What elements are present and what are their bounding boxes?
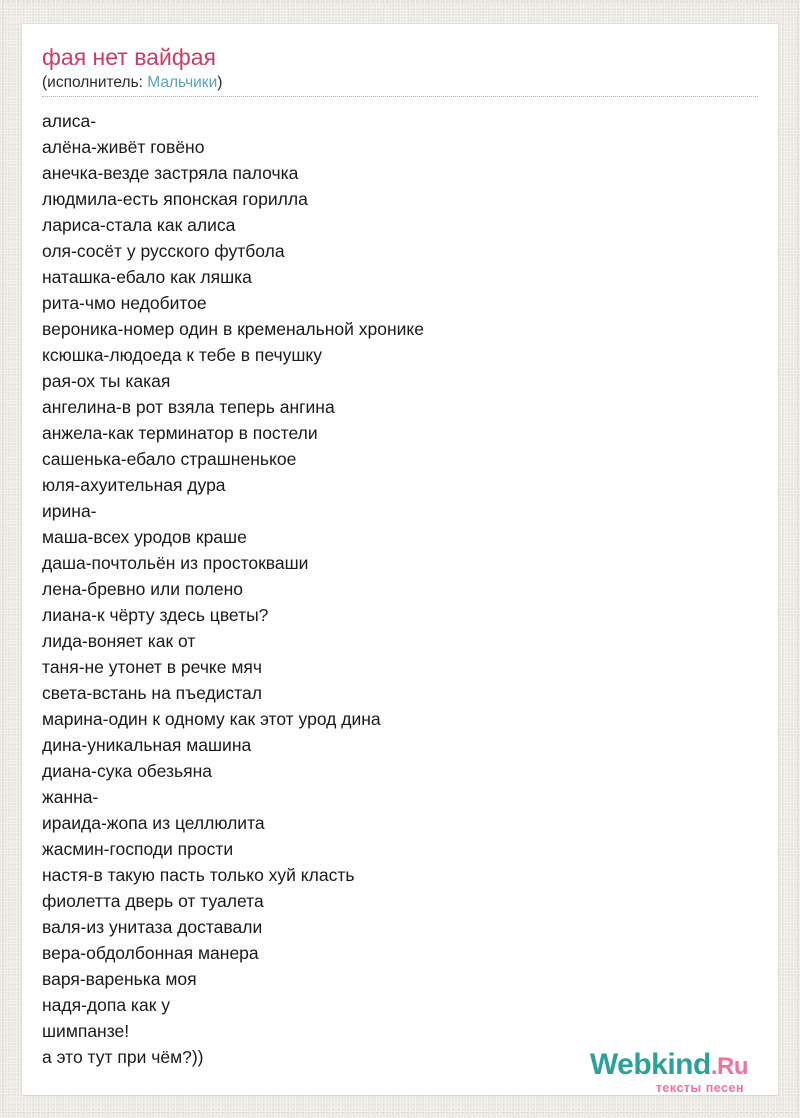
lyric-line: рита-чмо недобитое bbox=[42, 293, 207, 314]
lyric-line: лиана-к чёрту здесь цветы? bbox=[42, 605, 269, 626]
lyric-line: лида-воняет как от bbox=[42, 631, 196, 652]
lyric-line: шимпанзе! bbox=[42, 1021, 130, 1042]
lyric-line: света-встань на пъедистал bbox=[42, 683, 262, 704]
content-card bbox=[22, 24, 778, 1095]
artist-link[interactable]: Мальчики bbox=[147, 74, 218, 92]
lyric-line: марина-один к одному как этот урод дина bbox=[42, 709, 381, 730]
lyrics-text bbox=[42, 108, 758, 1070]
lyric-line: вероника-номер один в кременальной хронике bbox=[42, 319, 425, 340]
lyric-line: диана-сука обезьяна bbox=[42, 761, 213, 782]
lyric-line: даша-почтольён из простокваши bbox=[42, 553, 309, 574]
logo-domain-text: .Ru bbox=[710, 1052, 748, 1080]
lyric-line: настя-в такую пасть только хуй класть bbox=[42, 865, 355, 886]
lyric-line: а это тут при чём?)) bbox=[42, 1047, 204, 1068]
lyric-line: лариса-стала как алиса bbox=[42, 215, 236, 236]
dotted-separator bbox=[42, 96, 758, 97]
lyric-line: жасмин-господи прости bbox=[42, 839, 234, 860]
lyric-line: анжела-как терминатор в постели bbox=[42, 423, 318, 444]
lyric-line: фиолетта дверь от туалета bbox=[42, 891, 264, 912]
lyric-line: рая-ох ты какая bbox=[42, 371, 171, 392]
lyric-line: алиса- bbox=[42, 111, 97, 132]
artist-label: (исполнитель: bbox=[42, 74, 148, 92]
lyric-line: ирина- bbox=[42, 501, 97, 522]
artist-suffix: ) bbox=[217, 74, 223, 92]
webkind-logo[interactable] bbox=[589, 1047, 748, 1095]
logo-brand-text: Webkind bbox=[589, 1047, 711, 1081]
lyric-line: лена-бревно или полено bbox=[42, 579, 244, 600]
song-title: фая нет вайфая bbox=[42, 44, 216, 70]
lyric-line: таня-не утонет в речке мяч bbox=[42, 657, 263, 678]
lyric-line: юля-ахуительная дура bbox=[42, 475, 226, 496]
lyric-line: людмила-есть японская горилла bbox=[42, 189, 308, 210]
lyric-line: ираида-жопа из целлюлита bbox=[42, 813, 265, 834]
lyric-line: ксюшка-людоеда к тебе в печушку bbox=[42, 345, 323, 366]
lyric-line: анечка-везде застряла палочка bbox=[42, 163, 299, 184]
lyric-line: варя-варенька моя bbox=[42, 969, 197, 990]
logo-wordmark bbox=[589, 1047, 748, 1081]
lyric-line: дина-уникальная машина bbox=[42, 735, 252, 756]
lyric-line: вера-обдолбонная манера bbox=[42, 943, 259, 964]
artist-line bbox=[42, 74, 758, 93]
lyric-line: наташка-ебало как ляшка bbox=[42, 267, 252, 288]
logo-tagline: тексты песен bbox=[655, 1080, 744, 1095]
lyric-line: валя-из унитаза доставали bbox=[42, 917, 263, 938]
lyric-line: жанна- bbox=[42, 787, 99, 808]
lyric-line: оля-сосёт у русского футбола bbox=[42, 241, 285, 262]
lyric-line: ангелина-в рот взяла теперь ангина bbox=[42, 397, 335, 418]
lyric-line: сашенька-ебало страшненькое bbox=[42, 449, 297, 470]
lyric-line: алёна-живёт говёно bbox=[42, 137, 205, 158]
lyric-line: маша-всех уродов краше bbox=[42, 527, 247, 548]
lyric-line: надя-допа как у bbox=[42, 995, 170, 1016]
